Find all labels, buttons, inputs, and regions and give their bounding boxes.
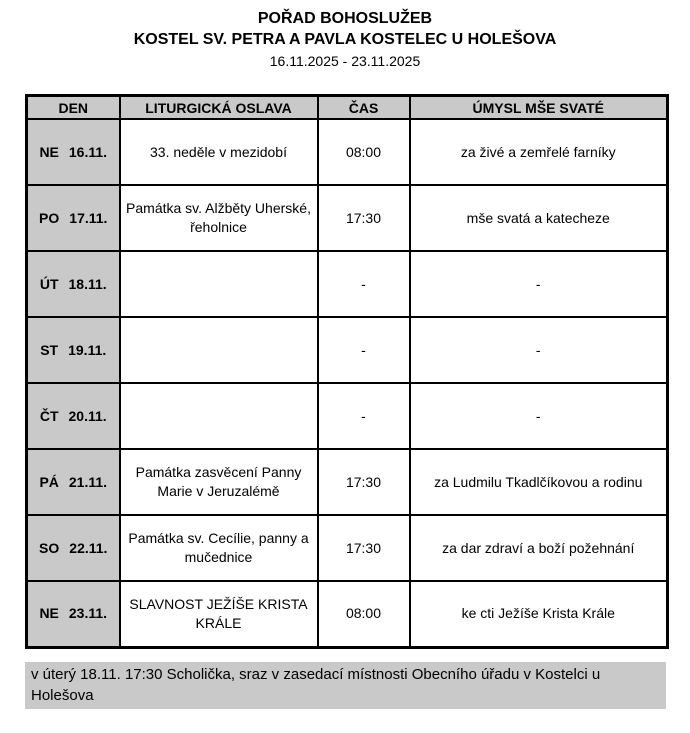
header-row [27, 96, 668, 120]
table-row [27, 449, 668, 515]
page-subtitle: KOSTEL SV. PETRA A PAVLA KOSTELEC U HOLEŠOVA [133, 31, 557, 48]
time-cell: 08:00 [318, 119, 410, 185]
intention-cell: mše svatá a katecheze [410, 185, 668, 251]
day-date: 16.11. [68, 143, 108, 160]
day-date: 17.11. [69, 209, 108, 226]
col-header-liturgicka-oslava: LITURGICKÁ OSLAVA [120, 96, 318, 120]
table-row [27, 251, 668, 317]
day-cell [27, 449, 120, 515]
intention-cell: za Ludmilu Tkadlčíkovou a rodinu [410, 449, 668, 515]
col-header-umysl-mse-svate: ÚMYSL MŠE SVATÉ [410, 96, 668, 120]
day-cell [27, 515, 120, 581]
intention-cell: - [410, 251, 668, 317]
intention-cell: za živé a zemřelé farníky [410, 119, 668, 185]
celebration-cell [120, 317, 318, 383]
page-title: POŘAD BOHOSLUŽEB [257, 10, 433, 27]
day-cell [27, 119, 120, 185]
intention-cell: za dar zdraví a boží požehnání [410, 515, 668, 581]
table-row [27, 515, 668, 581]
time-cell: 08:00 [318, 581, 410, 647]
day-date: 21.11. [68, 473, 108, 490]
celebration-cell [120, 251, 318, 317]
day-abbr: PO [39, 209, 60, 226]
table-row [27, 119, 668, 185]
day-date: 20.11. [68, 407, 107, 424]
schedule-table-head [27, 96, 668, 120]
celebration-cell [120, 383, 318, 449]
day-abbr: ÚT [39, 275, 59, 292]
celebration-cell: SLAVNOST JEŽÍŠE KRISTA KRÁLE [120, 581, 318, 647]
day-abbr: SO [39, 539, 60, 556]
col-header-den: DEN [27, 96, 120, 120]
celebration-cell: Památka zasvěcení Panny Marie v Jeruzalémě [120, 449, 318, 515]
footer-note: v úterý 18.11. 17:30 Scholička, sraz v zasedací místnosti Obecního úřadu v Kostelci u Holešova [25, 662, 666, 709]
time-cell: - [318, 251, 410, 317]
day-abbr: ST [40, 341, 59, 358]
date-range: 16.11.2025 - 23.11.2025 [269, 53, 421, 69]
celebration-cell: Památka sv. Alžběty Uherské, řeholnice [120, 185, 318, 251]
day-abbr: PÁ [39, 473, 59, 490]
day-cell [27, 581, 120, 647]
intention-cell: ke cti Ježíše Krista Krále [410, 581, 668, 647]
col-header-cas: ČAS [318, 96, 410, 120]
intention-cell: - [410, 383, 668, 449]
day-date: 19.11. [68, 341, 107, 358]
day-cell [27, 185, 120, 251]
day-date: 18.11. [68, 275, 107, 292]
celebration-cell: Památka sv. Cecílie, panny a mučednice [120, 515, 318, 581]
celebration-cell: 33. neděle v mezidobí [120, 119, 318, 185]
schedule-table-body [27, 119, 668, 647]
document-header [0, 0, 690, 71]
day-date: 23.11. [68, 605, 108, 622]
schedule-table [25, 94, 669, 649]
day-date: 22.11. [69, 539, 108, 556]
time-cell: - [318, 383, 410, 449]
day-cell [27, 251, 120, 317]
time-cell: 17:30 [318, 449, 410, 515]
table-row [27, 185, 668, 251]
day-abbr: NE [39, 143, 59, 160]
table-row [27, 581, 668, 647]
time-cell: - [318, 317, 410, 383]
day-cell [27, 317, 120, 383]
table-row [27, 383, 668, 449]
intention-cell: - [410, 317, 668, 383]
time-cell: 17:30 [318, 515, 410, 581]
table-row [27, 317, 668, 383]
time-cell: 17:30 [318, 185, 410, 251]
day-cell [27, 383, 120, 449]
day-abbr: NE [39, 605, 59, 622]
day-abbr: ČT [39, 407, 59, 424]
